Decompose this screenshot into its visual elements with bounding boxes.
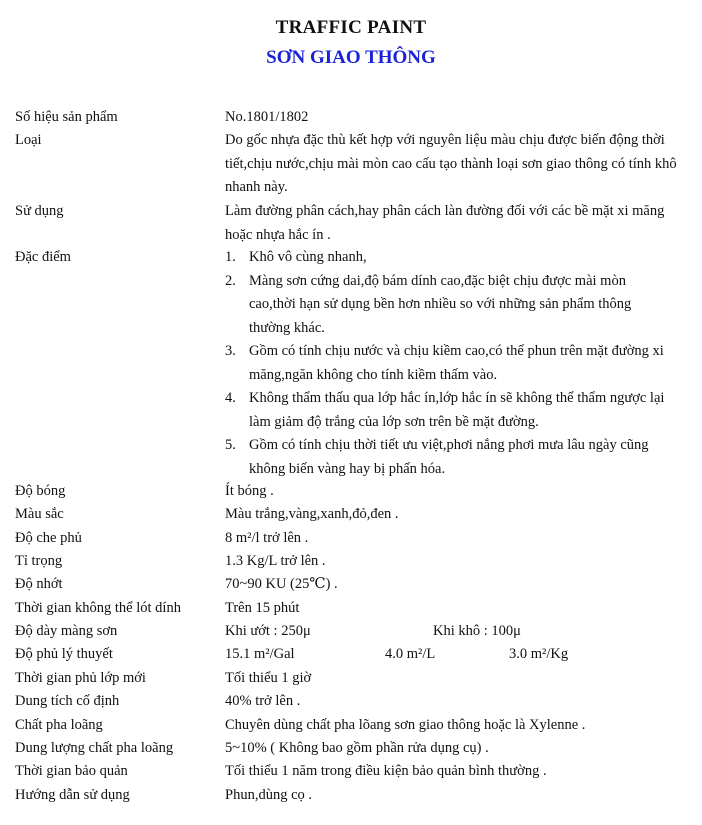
spec-value: 1.3 Kg/L trở lên .: [225, 553, 326, 569]
spec-label: Tỉ trọng: [15, 553, 63, 569]
spec-value: 70~90 KU (25℃) .: [225, 576, 338, 592]
spec-label: Màu sắc: [15, 506, 64, 522]
spec-value: Tối thiểu 1 năm trong điều kiện bảo quản bình thường .: [225, 763, 547, 779]
spec-label: Độ bóng: [15, 483, 66, 499]
spec-value: Do gốc nhựa đặc thù kết hợp với nguyên liệu màu chịu được biến động thời tiết,chịu nước,chịu mài mòn cao cấu tạo thành loại sơn giao thông có tính khô nhanh này.: [225, 132, 677, 195]
list-item: 2. Màng sơn cứng dai,độ bám dính cao,đặc biệt chịu được mài mòn cao,thời hạn sử dụng bền hơn nhiều so với những sản phẩm thông thường khác.: [225, 272, 632, 336]
spec-label: Độ phủ lý thuyết: [15, 646, 113, 662]
spec-label: Sử dụng: [15, 203, 64, 219]
spec-value: Màu trắng,vàng,xanh,đỏ,đen .: [225, 506, 399, 522]
spec-label: Thời gian không thể lót dính: [15, 600, 181, 616]
dry-thickness: Khi khô : 100μ: [433, 623, 521, 639]
spec-value: Phun,dùng cọ .: [225, 787, 312, 803]
spec-value: No.1801/1802: [225, 109, 309, 125]
spec-label: Loại: [15, 132, 42, 148]
spec-value: Ít bóng .: [225, 483, 274, 499]
title-english: TRAFFIC PAINT: [275, 17, 427, 38]
coverage-per-gal: 15.1 m²/Gal: [225, 646, 295, 662]
spec-value: 5~10% ( Không bao gồm phần rửa dụng cụ) .: [225, 740, 489, 756]
list-item: 1. Khô vô cùng nhanh,: [225, 249, 367, 265]
wet-thickness: Khi ướt : 250μ: [225, 623, 311, 639]
title-vietnamese: SƠN GIAO THÔNG: [266, 47, 436, 68]
spec-label: Đặc điểm: [15, 249, 71, 265]
list-item: 3. Gồm có tính chịu nước và chịu kiềm cao,có thể phun trên mặt đường xi măng,ngăn không cho tính kiềm thấm vào.: [225, 343, 664, 383]
spec-value: 8 m²/l trở lên .: [225, 530, 309, 546]
spec-label: Số hiệu sản phẩm: [15, 109, 118, 125]
features-list: [225, 246, 665, 481]
coverage-per-liter: 4.0 m²/L: [385, 646, 436, 662]
spec-label: Độ dày màng sơn: [15, 623, 118, 639]
spec-label: Độ che phủ: [15, 530, 82, 546]
list-item: 4. Không thẩm thấu qua lớp hắc ín,lớp hắc ín sẽ không thể thẩm ngược lại làm giảm độ trắng của lớp sơn trên bề mặt đường.: [225, 390, 665, 430]
spec-label: Hướng dẫn sử dụng: [15, 787, 130, 803]
spec-label: Thời gian bảo quản: [15, 763, 128, 779]
spec-label: Độ nhớt: [15, 576, 63, 592]
spec-value: Làm đường phân cách,hay phân cách làn đường đối với các bề mặt xi măng hoặc nhựa hắc ín .: [225, 203, 665, 243]
spec-value: 40% trở lên .: [225, 693, 301, 709]
coverage-per-kg: 3.0 m²/Kg: [509, 646, 569, 662]
spec-value: Trên 15 phút: [225, 600, 300, 616]
spec-label: Thời gian phủ lớp mới: [15, 670, 146, 686]
spec-value: Tối thiểu 1 giờ: [225, 670, 312, 686]
spec-value: Chuyên dùng chất pha lõang sơn giao thông hoặc là Xylenne .: [225, 717, 586, 733]
spec-label: Chất pha loãng: [15, 717, 103, 733]
spec-label: Dung tích cố định: [15, 693, 120, 709]
list-item: 5. Gồm có tính chịu thời tiết ưu việt,phơi nắng phơi mưa lâu ngày cũng không biến vàng hay bị phấn hóa.: [225, 437, 649, 477]
spec-label: Dung lượng chất pha loãng: [15, 740, 174, 756]
